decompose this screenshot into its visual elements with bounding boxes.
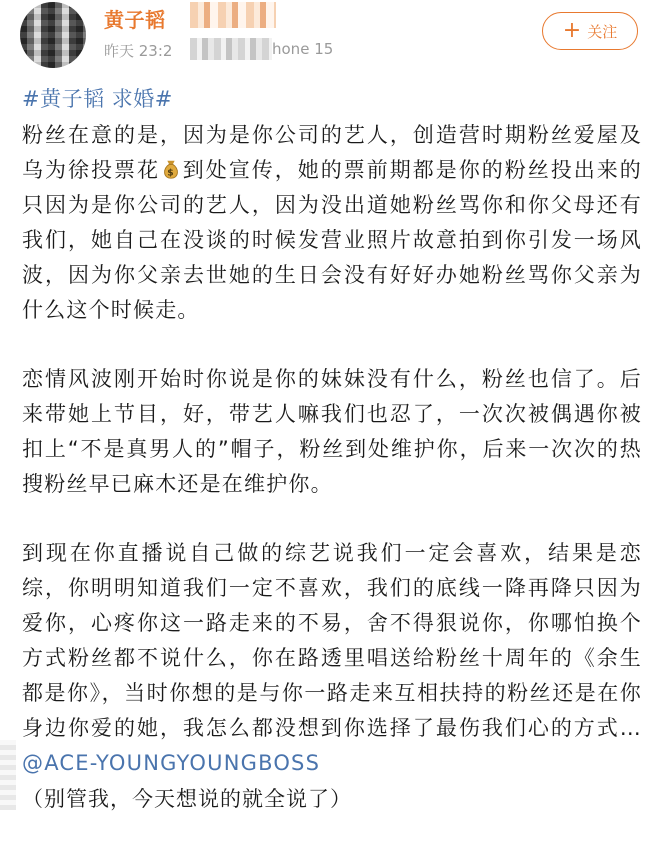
post-time: 昨天 23:2 [104,42,173,60]
paragraph-3 [22,536,642,781]
paragraph-spacer [22,328,642,362]
author-name[interactable]: 黄子韬 [104,8,166,32]
money-bag-icon [160,158,182,180]
edge-artifact [0,740,16,810]
paragraph-1 [22,118,642,328]
blurred-meta [190,38,272,60]
paragraph-2: 恋情风波刚开始时你说是你的妹妹没有什么，粉丝也信了。后来带她上节目，好，带艺人嘛我们也忍了，一次次被偶遇你被扣上“不是真男人的”帽子，粉丝到处维护你，后来一次次的热搜粉丝早已麻木还是在维护你。 [22,367,642,496]
post-body [22,80,642,817]
paragraph-3-text: 到现在你直播说自己做的综艺说我们一定会喜欢，结果是恋综，你明明知道我们一定不喜欢，我们的底线一降再降只因为爱你，心疼你这一路走来的不易，舍不得狠说你，你哪怕换个方式粉丝都不说什么，你在路透里唱送给粉丝十周年的《余生都是你》，当时你想的是与你一路走来互相扶持的粉丝还是在你身边你爱的她，我怎么都没想到你选择了最伤我们心的方式… [22,541,642,740]
svg-text:$: $ [167,167,175,179]
mention-link[interactable]: @ACE-YOUNGYOUNGBOSS [22,751,321,775]
plus-icon: + [562,18,582,43]
avatar[interactable] [20,2,86,68]
post-header [0,0,660,80]
paragraph-spacer [22,502,642,536]
follow-label: 关注 [587,22,618,41]
blurred-name-suffix [190,2,276,28]
paragraph-1-part-b: 到处宣传，她的票前期都是你的粉丝投出来的只因为是你公司的艺人，因为没出道她粉丝骂你和你父母还有我们，她自己在没谈的时候发营业照片故意拍到你引发一场风波，因为你父亲去世她的生日会没有好好办她粉丝骂你父亲为什么这个时候走。 [22,158,642,322]
paragraph-1-part-a: 粉丝在意的是，因为是你公司的艺人，创造营时期粉丝爱屋及乌为徐投票花 [22,123,642,182]
follow-button[interactable] [542,12,638,50]
closing-remark: （别管我，今天想说的就全说了） [22,787,352,811]
post-device: hone 15 [272,40,334,58]
hashtag-link[interactable]: #黄子韬 求婚# [22,87,173,111]
